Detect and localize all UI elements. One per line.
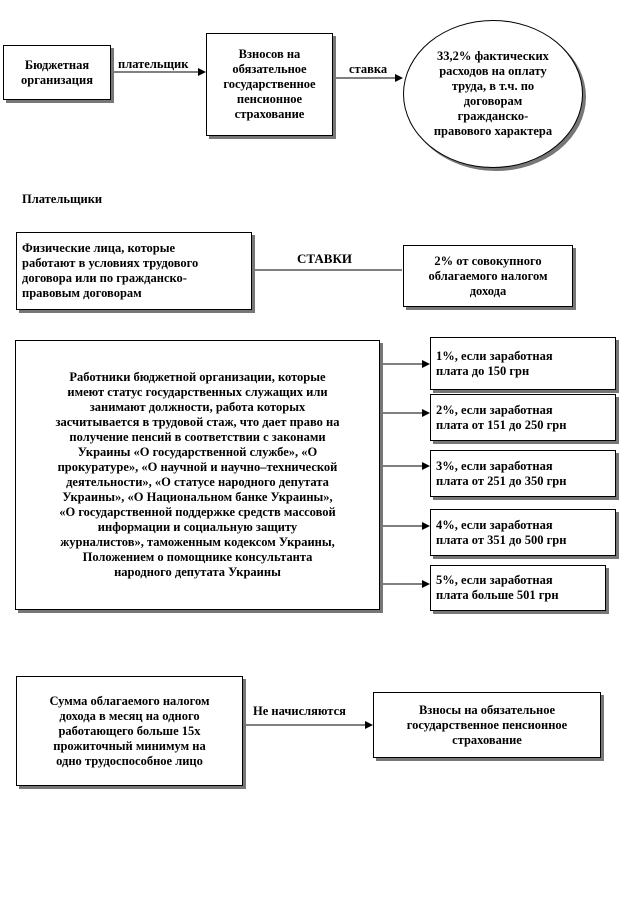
- individuals-rate-box: [403, 245, 573, 307]
- tier-text-2: 2%, если заработная плата от 151 до 250 грн: [436, 402, 567, 432]
- individuals-text: Физические лица, которые работают в условиях трудового договора или по гражданско- правовым договорам: [22, 241, 199, 300]
- individuals-rate-text: 2% от совокупного облагаемого налогом дохода: [428, 253, 548, 298]
- individuals-box: [16, 232, 252, 310]
- contributions-box: [206, 33, 333, 136]
- tier-text-5: 5%, если заработная плата больше 501 грн: [436, 573, 559, 602]
- tier-text-1: 1%, если заработная плата до 150 грн: [436, 348, 553, 378]
- not-charged-label: Не начисляются: [253, 704, 346, 718]
- rates-label: СТАВКИ: [297, 251, 353, 266]
- rate-label: ставка: [349, 62, 388, 76]
- tier-box-1: [430, 337, 616, 390]
- tier-box-5: [430, 565, 606, 611]
- payers-heading: Плательщики: [22, 192, 103, 206]
- threshold-box: [16, 676, 243, 786]
- result-box: [373, 692, 601, 758]
- payer-label: плательщик: [118, 57, 189, 71]
- org-box: [3, 45, 111, 100]
- threshold-text: Сумма облагаемого налогом дохода в месяц на одного работающего больше 15х прожиточный минимум на одно трудоспособное лицо: [49, 693, 210, 768]
- rate-ellipse: [403, 20, 583, 168]
- result-text: Взносы на обязательное государственное пенсионное страхование: [406, 702, 568, 747]
- org-label: Бюджетная организация: [21, 57, 93, 87]
- rate-value: 33,2% фактических расходов на оплату труда, в т.ч. по договорам гражданско- правового характера: [433, 49, 553, 138]
- contributions-label: Взносов на обязательное государственное пенсионное страхование: [223, 47, 316, 121]
- tier-box-4: [430, 509, 616, 556]
- tier-box-2: [430, 394, 616, 441]
- tier-text-4: 4%, если заработная плата от 351 до 500 грн: [436, 517, 567, 547]
- civil-servants-box: [15, 340, 380, 610]
- civil-servants-text: Работники бюджетной организации, которые имеют статус государственных служащих или занимают должности, работа которых засчитывается в трудовой стаж, что дает право на получение пенсий в соответствии с законами Украины «О государственной службе», «О прокуратуре», «О научной и научно–технической деятельности», «О статусе народного депутата Украины», «О Национальном банке Украины», «О государственной поддержке средств массовой информации и социальную защиту журналистов», таможенным кодексом Украины, Положением о помощнике консультанта народного депутата Украины: [55, 370, 340, 579]
- tier-text-3: 3%, если заработная плата от 251 до 350 грн: [436, 458, 567, 488]
- tier-box-3: [430, 450, 616, 497]
